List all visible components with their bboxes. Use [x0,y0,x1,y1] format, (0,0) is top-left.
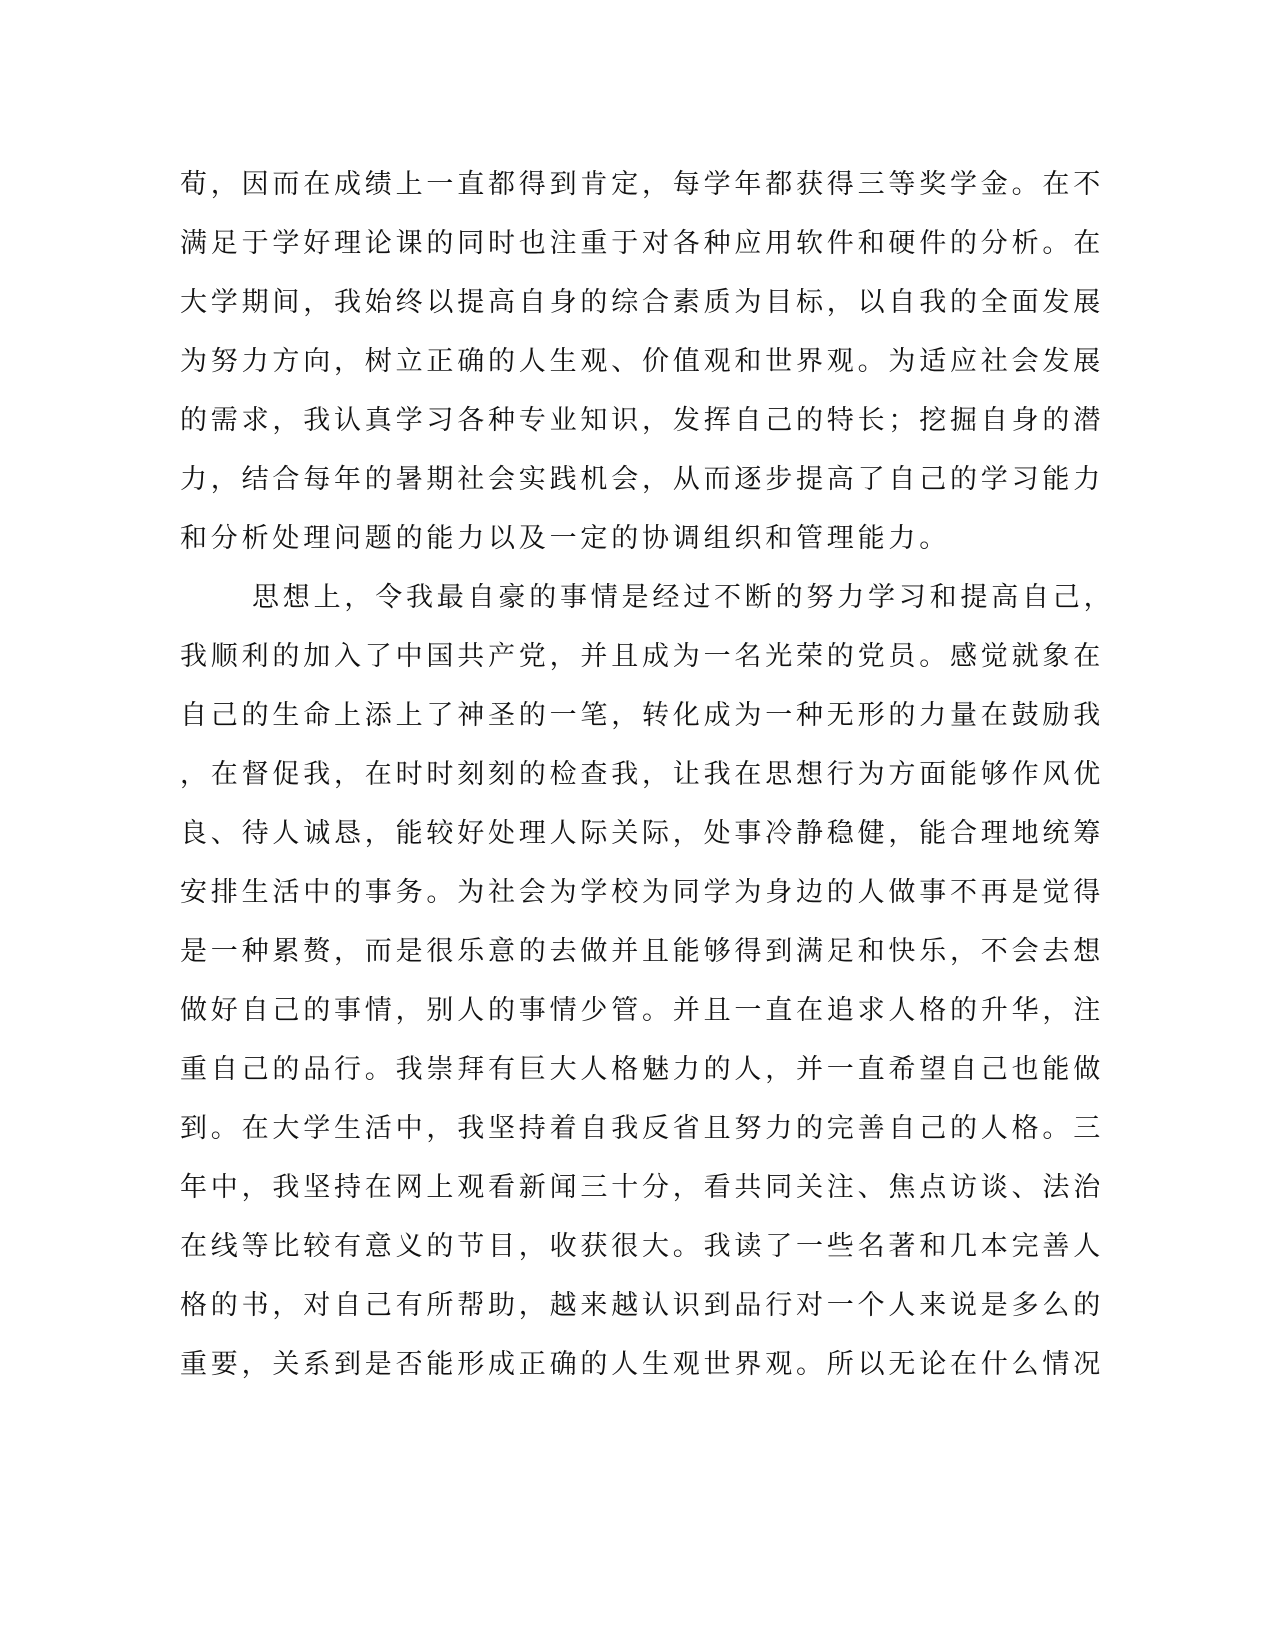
text-line: 是一种累赘，而是很乐意的去做并且能够得到满足和快乐，不会去想 [180,936,1104,967]
text-line: 做好自己的事情，别人的事情少管。并且一直在追求人格的升华，注 [180,995,1104,1026]
text-line: ，在督促我，在时时刻刻的检查我，让我在思想行为方面能够作风优 [180,759,1104,790]
text-line: 良、待人诚恳，能较好处理人际关际，处事冷静稳健，能合理地统筹 [180,818,1104,849]
text-line: 力，结合每年的暑期社会实践机会，从而逐步提高了自己的学习能力 [180,464,1104,495]
text-line: 安排生活中的事务。为社会为学校为同学为身边的人做事不再是觉得 [180,877,1104,908]
text-line: 年中，我坚持在网上观看新闻三十分，看共同关注、焦点访谈、法治 [180,1172,1104,1203]
text-line: 自己的生命上添上了神圣的一笔，转化成为一种无形的力量在鼓励我 [180,700,1104,731]
text-line: 到。在大学生活中，我坚持着自我反省且努力的完善自己的人格。三 [180,1113,1104,1144]
text-line: 在线等比较有意义的节目，收获很大。我读了一些名著和几本完善人 [180,1231,1104,1262]
text-line: 我顺利的加入了中国共产党，并且成为一名光荣的党员。感觉就象在 [180,641,1104,672]
text-line: 的需求，我认真学习各种专业知识，发挥自己的特长；挖掘自身的潜 [180,405,1104,436]
body-text [180,155,1115,1394]
text-line: 重要，关系到是否能形成正确的人生观世界观。所以无论在什么情况 [180,1349,1104,1380]
text-line: 重自己的品行。我崇拜有巨大人格魅力的人，并一直希望自己也能做 [180,1054,1104,1085]
text-line: 大学期间，我始终以提高自身的综合素质为目标，以自我的全面发展 [180,287,1104,318]
text-line: 和分析处理问题的能力以及一定的协调组织和管理能力。 [180,523,950,554]
text-line: 为努力方向，树立正确的人生观、价值观和世界观。为适应社会发展 [180,346,1104,377]
text-line: 格的书，对自己有所帮助，越来越认识到品行对一个人来说是多么的 [180,1290,1104,1321]
text-line: 满足于学好理论课的同时也注重于对各种应用软件和硬件的分析。在 [180,228,1104,259]
paragraph-start-line: 思想上，令我最自豪的事情是经过不断的努力学习和提高自己， [252,582,1115,613]
text-line: 荀，因而在成绩上一直都得到肯定，每学年都获得三等奖学金。在不 [180,169,1104,200]
